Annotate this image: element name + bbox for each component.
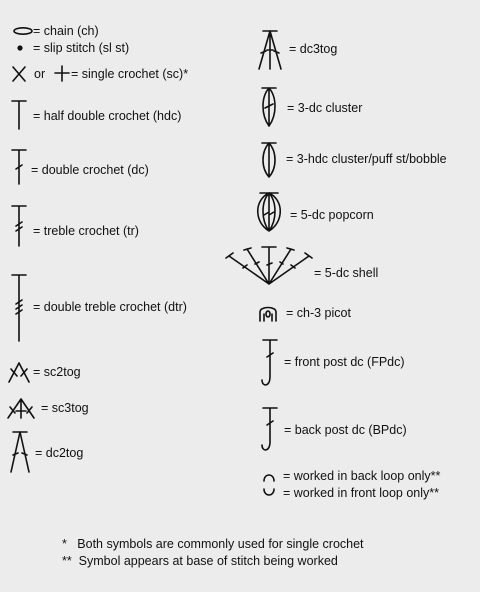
footnote-single-crochet: * Both symbols are commonly used for single crochet [62,537,364,551]
dc2tog-label: = dc2tog [35,446,84,460]
front-post-dc-label: = front post dc (FPdc) [284,355,405,369]
half-double-crochet-label: = half double crochet (hdc) [33,109,182,123]
plus-icon [53,64,71,82]
x-icon [10,65,28,83]
treble-crochet-label: = treble crochet (tr) [33,224,139,238]
ch-3-picot-label: = ch-3 picot [286,306,351,320]
dc3tog-label: = dc3tog [289,42,338,56]
5-dc-popcorn-icon [252,190,286,234]
footnote-loop: ** Symbol appears at base of stitch being worked [62,554,338,568]
treble-crochet-icon [9,203,29,249]
slip-stitch-icon [16,44,26,54]
chain-label: = chain (ch) [33,24,99,38]
5-dc-shell-label: = 5-dc shell [314,266,379,280]
sc2tog-icon [6,360,32,386]
double-crochet-icon [9,147,29,187]
half-double-crochet-icon [9,98,29,132]
dc3tog-icon [255,28,285,72]
back-loop-icon [261,471,277,483]
3-dc-cluster-icon [258,85,280,129]
back-post-dc-label: = back post dc (BPdc) [284,423,407,437]
double-crochet-label: = double crochet (dc) [31,163,149,177]
or-connector: or [34,67,46,81]
3-dc-cluster-label: = 3-dc cluster [287,101,363,115]
front-loop-label: = worked in front loop only** [283,486,439,500]
chain-icon [12,26,34,36]
dc2tog-icon [7,429,33,475]
5-dc-popcorn-label: = 5-dc popcorn [290,208,374,222]
slip-stitch-label: = slip stitch (sl st) [33,41,130,55]
sc3tog-label: = sc3tog [41,401,89,415]
sc2tog-label: = sc2tog [33,365,81,379]
double-treble-crochet-icon [9,272,29,344]
front-loop-icon [261,487,277,499]
single-crochet-label: = single crochet (sc)* [71,67,189,81]
double-treble-crochet-label: = double treble crochet (dtr) [33,300,187,314]
3-hdc-cluster-icon [258,140,280,180]
5-dc-shell-icon [225,244,313,286]
front-post-dc-icon [259,337,281,391]
ch-3-picot-icon [257,304,279,324]
back-post-dc-icon [259,405,281,457]
3-hdc-cluster-label: = 3-hdc cluster/puff st/bobble [286,152,447,166]
back-loop-label: = worked in back loop only** [283,469,441,483]
sc3tog-icon [4,397,38,421]
